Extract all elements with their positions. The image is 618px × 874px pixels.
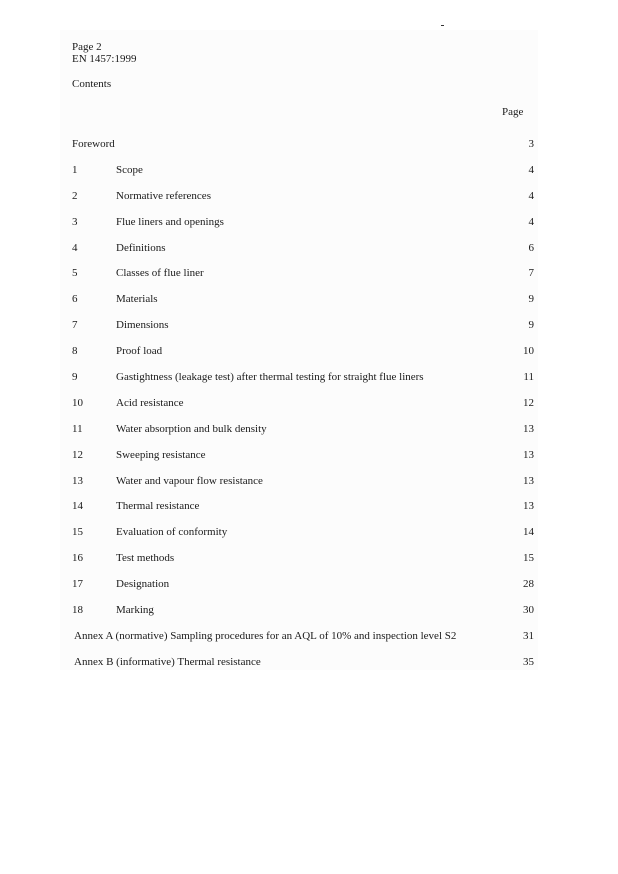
toc-entry[interactable] (72, 572, 534, 598)
toc-entry[interactable] (72, 287, 534, 313)
toc-number: 7 (72, 319, 78, 332)
toc-page: 10 (523, 345, 534, 358)
toc-title: Marking (116, 604, 154, 617)
toc-title: Sweeping resistance (116, 448, 206, 461)
toc-number: 5 (72, 267, 78, 280)
toc-title: Designation (116, 578, 170, 591)
toc-entry[interactable] (72, 520, 534, 546)
toc-entry[interactable] (72, 417, 534, 443)
toc-number: 14 (72, 500, 83, 513)
toc-title: Materials (116, 293, 158, 306)
toc-page: 28 (523, 578, 534, 591)
toc-page: 6 (528, 241, 534, 254)
toc-title: Test methods (116, 552, 175, 565)
toc-title: Proof load (116, 345, 163, 358)
toc-title: Normative references (116, 189, 211, 202)
toc-number: 17 (72, 578, 83, 591)
toc-title: Acid resistance (116, 396, 184, 409)
toc-page: 4 (528, 215, 534, 228)
toc-number: 6 (72, 293, 78, 306)
toc-title: Scope (116, 163, 143, 176)
toc-page: 3 (528, 138, 534, 150)
toc-title: Water absorption and bulk density (116, 422, 267, 435)
page-label: Page 2 (72, 41, 102, 53)
toc-page: 13 (523, 474, 534, 487)
toc-title: Definitions (116, 241, 166, 254)
toc-page: 7 (528, 267, 534, 280)
toc-title: Foreword (72, 138, 115, 150)
toc-page: 15 (523, 552, 534, 565)
toc-entry-annex-a[interactable] (72, 624, 534, 650)
toc-number: 9 (72, 371, 78, 384)
contents-heading: Contents (72, 78, 112, 90)
toc-entry[interactable] (72, 158, 534, 184)
toc-title: Annex A (normative) Sampling procedures for an AQL of 10% and inspection level S2 (74, 629, 457, 642)
toc-entry[interactable] (72, 391, 534, 417)
toc-page: 31 (523, 629, 534, 642)
toc-page: 12 (523, 396, 534, 409)
toc-number: 16 (72, 552, 83, 565)
toc-page: 13 (523, 448, 534, 461)
toc-number: 2 (72, 189, 78, 202)
toc-entry[interactable] (72, 598, 534, 624)
toc-title: Flue liners and openings (116, 215, 224, 228)
page-column-heading: Page (502, 106, 524, 118)
toc-entry[interactable] (72, 469, 534, 495)
toc-entry[interactable] (72, 236, 534, 262)
toc-entry[interactable] (72, 365, 534, 391)
toc-page: 13 (523, 500, 534, 513)
toc-number: 8 (72, 345, 78, 358)
toc-number: 3 (72, 215, 78, 228)
toc-title: Classes of flue liner (116, 267, 204, 280)
toc-number: 18 (72, 604, 83, 617)
toc-number: 12 (72, 448, 83, 461)
toc-number: 13 (72, 474, 83, 487)
toc-number: 4 (72, 241, 78, 254)
toc-title: Gastightness (leakage test) after thermal testing for straight flue liners (116, 371, 424, 384)
toc-title: Annex B (informative) Thermal resistance (74, 655, 261, 668)
toc-entry[interactable] (72, 313, 534, 339)
toc-title: Thermal resistance (116, 500, 200, 513)
toc-page: 9 (528, 293, 534, 306)
toc-number: 10 (72, 396, 83, 409)
toc-number: 1 (72, 163, 78, 176)
toc-page: 4 (528, 189, 534, 202)
toc-entry-annex-b[interactable] (72, 650, 534, 676)
toc-number: 15 (72, 526, 83, 539)
toc-entry[interactable] (72, 339, 534, 365)
toc-entry[interactable] (72, 210, 534, 236)
toc-page: 9 (528, 319, 534, 332)
toc-title: Evaluation of conformity (116, 526, 228, 539)
toc-title: Dimensions (116, 319, 169, 332)
table-of-contents (72, 132, 534, 676)
toc-page: 35 (523, 655, 534, 668)
toc-entry[interactable] (72, 184, 534, 210)
toc-entry[interactable] (72, 494, 534, 520)
toc-page: 4 (528, 163, 534, 176)
toc-entry[interactable] (72, 443, 534, 469)
toc-entry[interactable] (72, 546, 534, 572)
toc-number: 11 (72, 422, 83, 435)
scan-mark (441, 25, 444, 26)
toc-title: Water and vapour flow resistance (116, 474, 263, 487)
standard-number: EN 1457:1999 (72, 53, 137, 65)
toc-entry-foreword[interactable] (72, 132, 534, 158)
toc-page: 11 (523, 371, 534, 384)
toc-page: 14 (523, 526, 534, 539)
toc-entry[interactable] (72, 261, 534, 287)
toc-page: 13 (523, 422, 534, 435)
toc-page: 30 (523, 604, 534, 617)
